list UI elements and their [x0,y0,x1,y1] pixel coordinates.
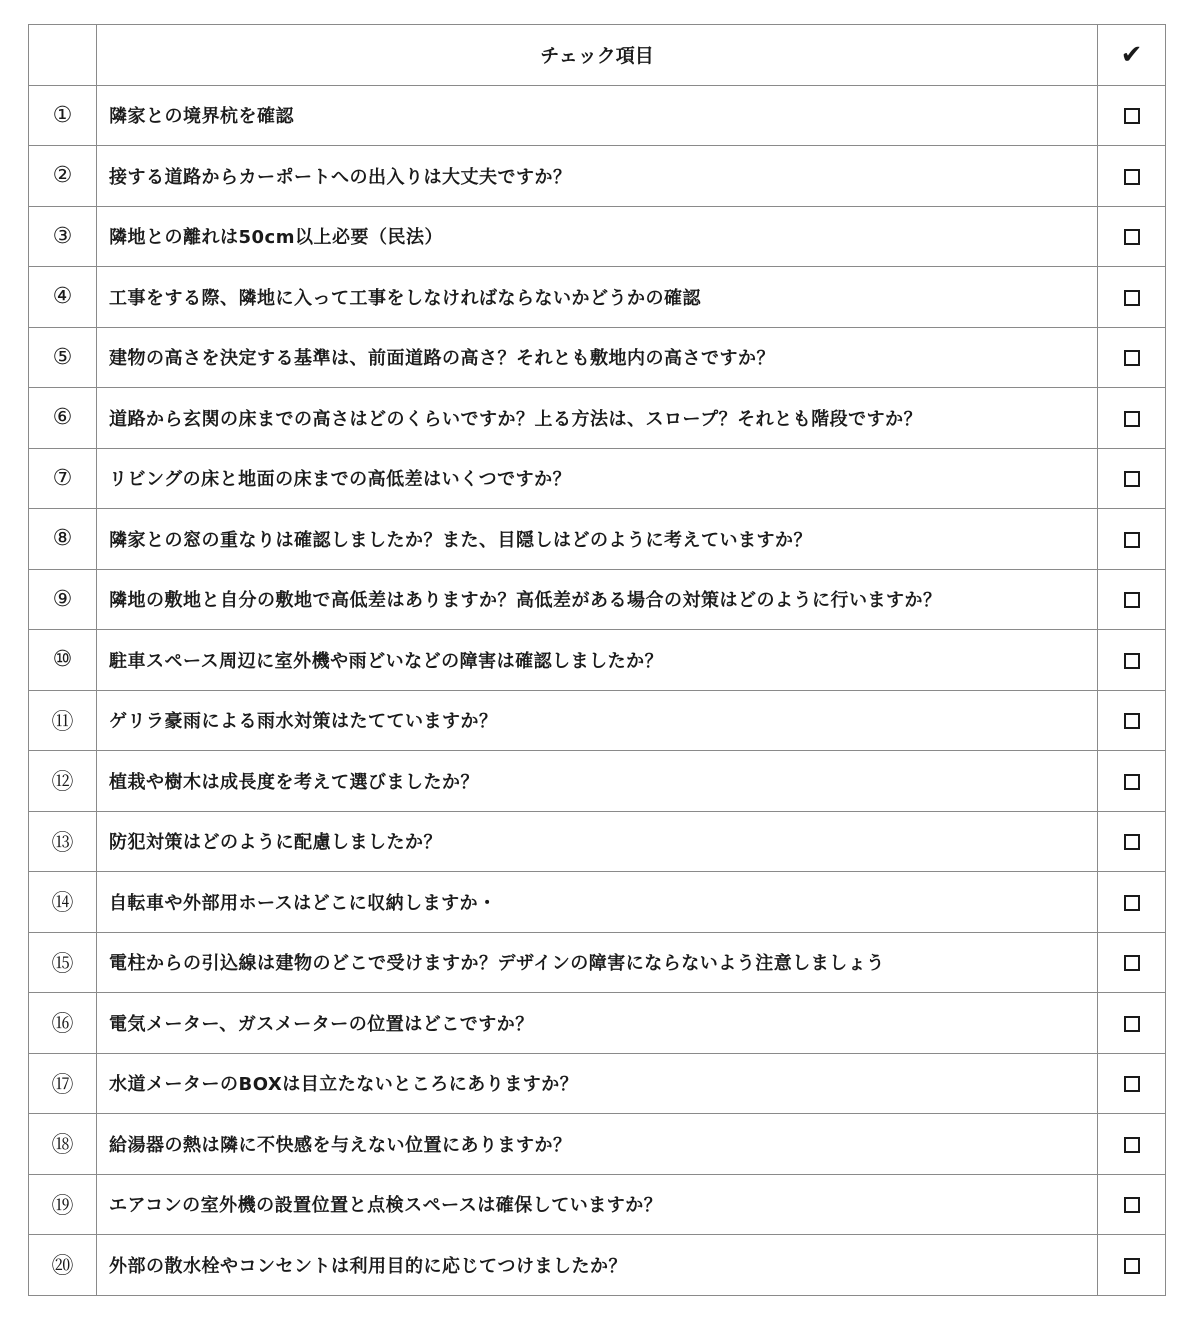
header-check-icon: ✔ [1098,25,1166,86]
check-cell [1098,206,1166,267]
item-number: ⑫ [29,751,97,812]
checkbox[interactable] [1124,653,1140,669]
checklist-row [29,388,1166,449]
item-number: ⑬ [29,811,97,872]
checkbox[interactable] [1124,411,1140,427]
item-number: ⑨ [29,569,97,630]
item-number: ⑮ [29,932,97,993]
item-text: 道路から玄関の床までの高さはどのくらいですか？上る方法は、スロープ？それとも階段ですか？ [97,388,1098,449]
checkbox[interactable] [1124,834,1140,850]
item-text: 工事をする際、隣地に入って工事をしなければならないかどうかの確認 [97,267,1098,328]
checklist-row [29,1235,1166,1296]
item-number: ④ [29,267,97,328]
item-number: ⑭ [29,872,97,933]
checkbox[interactable] [1124,169,1140,185]
item-text: 隣家との窓の重なりは確認しましたか？また、目隠しはどのように考えていますか？ [97,509,1098,570]
item-text: 自転車や外部用ホースはどこに収納しますか・ [97,872,1098,933]
item-number: ⑳ [29,1235,97,1296]
check-cell [1098,811,1166,872]
check-cell [1098,267,1166,328]
item-number: ⑪ [29,690,97,751]
check-cell [1098,388,1166,449]
item-text: 水道メーターのBOXは目立たないところにありますか？ [97,1053,1098,1114]
checkbox[interactable] [1124,713,1140,729]
item-text: 接する道路からカーポートへの出入りは大丈夫ですか？ [97,146,1098,207]
check-cell [1098,146,1166,207]
checklist-row [29,932,1166,993]
item-text: 建物の高さを決定する基準は、前面道路の高さ？それとも敷地内の高さですか？ [97,327,1098,388]
item-number: ② [29,146,97,207]
header-number-cell [29,25,97,86]
item-text: 隣地の敷地と自分の敷地で高低差はありますか？高低差がある場合の対策はどのように行いますか？ [97,569,1098,630]
checklist-row [29,448,1166,509]
checkbox[interactable] [1124,895,1140,911]
check-cell [1098,630,1166,691]
item-text: 電気メーター、ガスメーターの位置はどこですか？ [97,993,1098,1054]
checkbox[interactable] [1124,229,1140,245]
checklist-row [29,509,1166,570]
item-number: ⑯ [29,993,97,1054]
check-cell [1098,1174,1166,1235]
item-text: 防犯対策はどのように配慮しましたか？ [97,811,1098,872]
checklist-row [29,1053,1166,1114]
checkbox[interactable] [1124,955,1140,971]
checkbox[interactable] [1124,532,1140,548]
check-cell [1098,993,1166,1054]
check-cell [1098,1235,1166,1296]
checklist-row [29,327,1166,388]
checklist-table [28,24,1166,1296]
item-number: ⑥ [29,388,97,449]
checkbox[interactable] [1124,471,1140,487]
checkbox[interactable] [1124,1137,1140,1153]
checklist-row [29,872,1166,933]
checklist-row [29,690,1166,751]
check-cell [1098,1114,1166,1175]
check-cell [1098,872,1166,933]
item-text: 植栽や樹木は成長度を考えて選びましたか？ [97,751,1098,812]
check-cell [1098,85,1166,146]
checkbox[interactable] [1124,290,1140,306]
check-cell [1098,932,1166,993]
item-text: エアコンの室外機の設置位置と点検スペースは確保していますか？ [97,1174,1098,1235]
item-number: ⑱ [29,1114,97,1175]
checklist-row [29,1114,1166,1175]
checkbox[interactable] [1124,1076,1140,1092]
checklist-row [29,630,1166,691]
item-number: ⑩ [29,630,97,691]
item-text: 電柱からの引込線は建物のどこで受けますか？デザインの障害にならないよう注意しましょう [97,932,1098,993]
checkbox[interactable] [1124,774,1140,790]
item-text: 外部の散水栓やコンセントは利用目的に応じてつけましたか？ [97,1235,1098,1296]
item-text: 給湯器の熱は隣に不快感を与えない位置にありますか？ [97,1114,1098,1175]
item-text: 隣家との境界杭を確認 [97,85,1098,146]
item-number: ① [29,85,97,146]
item-number: ③ [29,206,97,267]
checkbox[interactable] [1124,1258,1140,1274]
header-row [29,25,1166,86]
checklist-row [29,569,1166,630]
checklist-row [29,811,1166,872]
check-cell [1098,509,1166,570]
item-text: ゲリラ豪雨による雨水対策はたてていますか？ [97,690,1098,751]
check-cell [1098,690,1166,751]
checklist-row [29,267,1166,328]
checklist-row [29,1174,1166,1235]
item-number: ⑰ [29,1053,97,1114]
checkbox[interactable] [1124,108,1140,124]
checkbox[interactable] [1124,350,1140,366]
item-number: ⑦ [29,448,97,509]
checkbox[interactable] [1124,1197,1140,1213]
item-text: 駐車スペース周辺に室外機や雨どいなどの障害は確認しましたか？ [97,630,1098,691]
checklist-row [29,85,1166,146]
check-cell [1098,1053,1166,1114]
item-text: リビングの床と地面の床までの高低差はいくつですか？ [97,448,1098,509]
item-number: ⑧ [29,509,97,570]
checklist-row [29,751,1166,812]
item-number: ⑲ [29,1174,97,1235]
header-item-label: チェック項目 [97,25,1098,86]
checkbox[interactable] [1124,1016,1140,1032]
checklist-row [29,993,1166,1054]
check-cell [1098,448,1166,509]
check-cell [1098,751,1166,812]
checklist-row [29,146,1166,207]
check-cell [1098,327,1166,388]
item-text: 隣地との離れは50cm以上必要（民法） [97,206,1098,267]
checkbox[interactable] [1124,592,1140,608]
item-number: ⑤ [29,327,97,388]
check-cell [1098,569,1166,630]
checklist-row [29,206,1166,267]
